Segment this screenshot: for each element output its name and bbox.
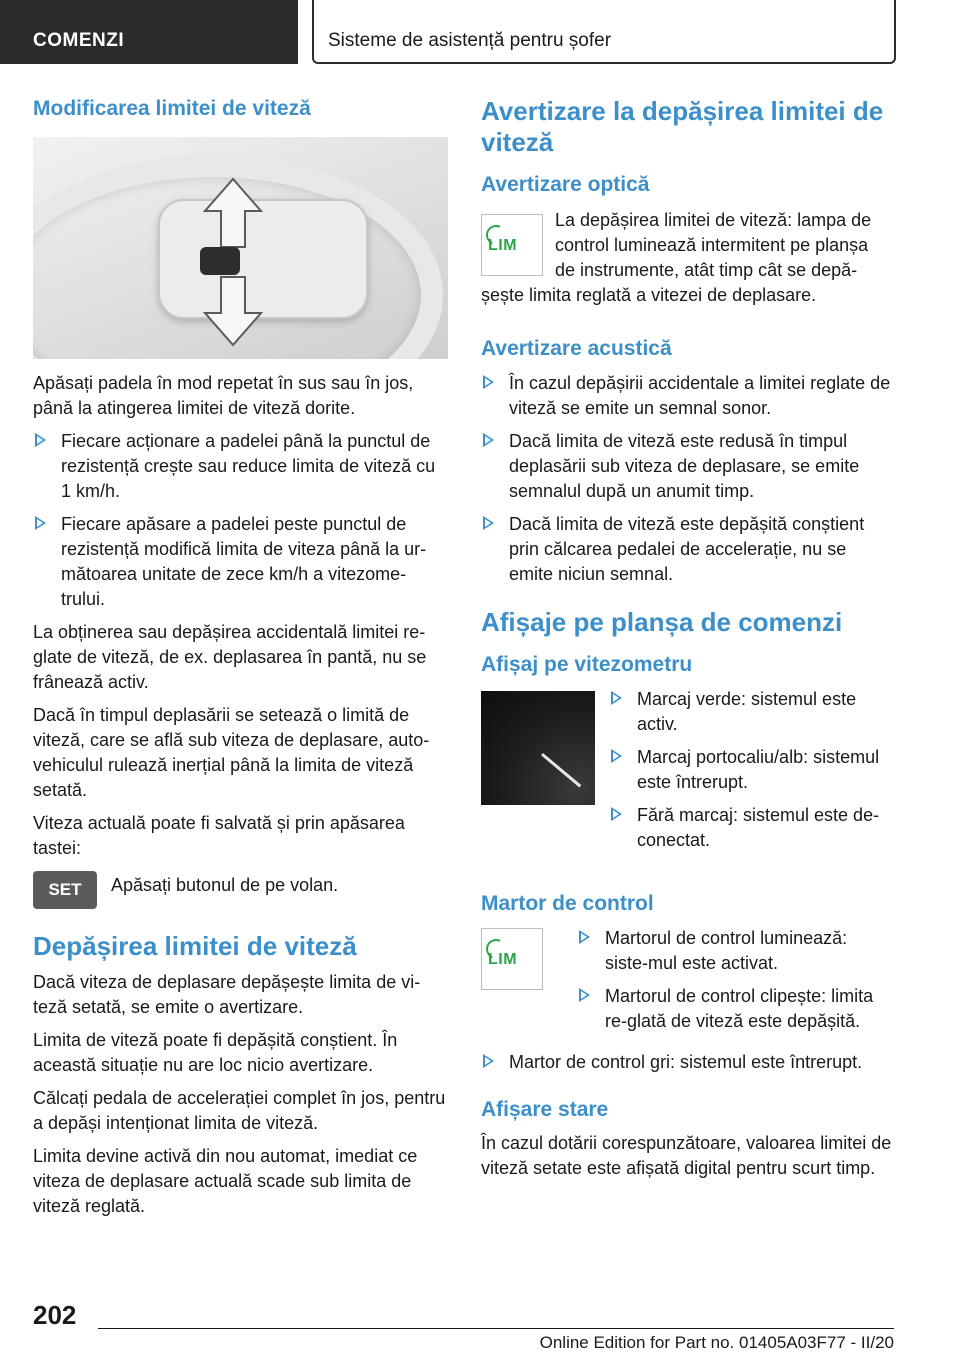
paragraph-optical: La depășirea limitei de viteză: lampa de control luminează intermitent pe planșa de instrumente, atât timp cât se depă-șește limita reglată a vitezei de deplasare. — [481, 209, 872, 305]
right-column — [481, 96, 893, 1189]
triangle-bullet-icon — [35, 516, 46, 530]
page-number: 202 — [33, 1300, 77, 1330]
speedometer-photo — [481, 691, 595, 805]
triangle-bullet-icon — [579, 930, 590, 944]
triangle-bullet-icon — [579, 988, 590, 1002]
list-item: Martorul de control clipește: limita re-glată de viteză este depășită. — [577, 984, 893, 1034]
steering-wheel-button-photo — [33, 137, 448, 359]
list-control-light — [577, 926, 893, 1042]
footer-rule — [98, 1328, 894, 1329]
triangle-bullet-icon — [483, 375, 494, 389]
page-header — [0, 0, 960, 66]
set-instruction — [33, 869, 448, 913]
heading-control-light: Martor de control — [481, 892, 654, 916]
speedometer-block — [481, 687, 893, 869]
heading-speedometer: Afișaj pe vitezometru — [481, 652, 693, 676]
control-light-block — [481, 926, 893, 1050]
list-item: Marcaj verde: sistemul este activ. — [609, 687, 893, 737]
list-item: Fiecare apăsare a padelei peste punctul de rezistență modifică limita de viteza până la ur-mătoarea unitate de zece km/h a vitezome-trului. — [33, 512, 448, 612]
triangle-bullet-icon — [483, 433, 494, 447]
paragraph-press-paddle: Apăsați padela în mod repetat în sus sau în jos, până la atingerea limitei de viteză dorite. — [33, 373, 414, 419]
triangle-bullet-icon — [611, 749, 622, 763]
paragraph-press-set: Apăsați butonul de pe volan. — [111, 875, 339, 896]
left-column — [33, 96, 448, 1227]
heading-optical: Avertizare optică — [481, 173, 650, 197]
lim-indicator-label: LIM — [488, 951, 518, 969]
list-item: Fără marcaj: sistemul este de-conectat. — [609, 803, 893, 853]
heading-displays: Afișaje pe planșa de comenzi — [481, 606, 843, 637]
lim-indicator-label: LIM — [488, 236, 518, 254]
paragraph-exceed-4: Limita devine activă din nou automat, imediat ce viteza de deplasare actuală scade sub limita de viteză reglată. — [33, 1146, 418, 1217]
list-speedometer — [609, 687, 893, 861]
footer-edition: Online Edition for Part no. 01405A03F77 - II/20 — [539, 1333, 894, 1352]
paragraph-lower-limit: Dacă în timpul deplasării se setează o limită de viteză, care se află sub viteza de deplasare, auto-vehiculul rulează inerțial până la limita de viteză setată. — [33, 705, 430, 801]
list-item: Marcaj portocaliu/alb: sistemul este întrerupt. — [609, 745, 893, 795]
triangle-bullet-icon — [483, 1054, 494, 1068]
list-press-paddle — [33, 429, 448, 612]
paragraph-reach-limit: La obținerea sau depășirea accidentală limitei re-glate de viteză, de ex. deplasarea în pantă, nu se frânează activ. — [33, 622, 427, 693]
list-item: Martorul de control luminează: siste-mul este activat. — [577, 926, 893, 976]
triangle-bullet-icon — [611, 691, 622, 705]
heading-exceed-limit: Depășirea limitei de viteză — [33, 931, 357, 962]
list-item: Dacă limita de viteză este depășită conștient prin călcarea pedalei de accelerație, nu se emite niciun semnal. — [481, 512, 893, 587]
optical-warning-block — [481, 208, 893, 316]
triangle-bullet-icon — [483, 516, 494, 530]
list-item: Martor de control gri: sistemul este întrerupt. — [481, 1050, 893, 1075]
rocker-button — [200, 247, 240, 275]
heading-status: Afișare stare — [481, 1098, 609, 1122]
list-item: Dacă limita de viteză este redusă în timpul deplasării sub viteza de deplasare, se emite semnalul după un anumit timp. — [481, 429, 893, 504]
paragraph-status: În cazul dotării corespunzătoare, valoarea limitei de viteză setate este afișată digital pentru scurt timp. — [481, 1132, 892, 1178]
lim-indicator-icon — [481, 928, 543, 990]
list-item: În cazul depășirii accidentale a limitei reglate de viteză se emite un semnal sonor. — [481, 371, 893, 421]
set-button-icon: SET — [33, 871, 97, 909]
list-acoustic — [481, 371, 893, 587]
paragraph-exceed-1: Dacă viteza de deplasare depășește limita de vi-teză setată, se emite o avertizare. — [33, 972, 421, 1018]
lim-indicator-icon — [481, 214, 543, 276]
paragraph-save-speed: Viteza actuală poate fi salvată și prin apăsarea tastei: — [33, 813, 405, 859]
section-tab: COMENZI — [0, 0, 298, 64]
list-item: Fiecare acționare a padelei până la punctul de rezistență crește sau reduce limita de viteză cu 1 km/h. — [33, 429, 448, 504]
chapter-title: Sisteme de asistență pentru șofer — [312, 0, 896, 64]
paragraph-exceed-2: Limita de viteză poate fi depășită conștient. În această situație nu are loc nicio avertizare. — [33, 1030, 398, 1076]
heading-warning: Avertizare la depășirea limitei de viteză — [481, 96, 884, 158]
triangle-bullet-icon — [35, 433, 46, 447]
button-panel — [158, 199, 368, 319]
heading-acoustic: Avertizare acustică — [481, 336, 672, 360]
heading-modify-limit: Modificarea limitei de viteză — [33, 97, 311, 120]
triangle-bullet-icon — [611, 807, 622, 821]
paragraph-exceed-3: Călcați pedala de accelerației complet în jos, pentru a depăși intenționat limita de viteză. — [33, 1088, 446, 1134]
list-control-gray — [481, 1050, 893, 1075]
